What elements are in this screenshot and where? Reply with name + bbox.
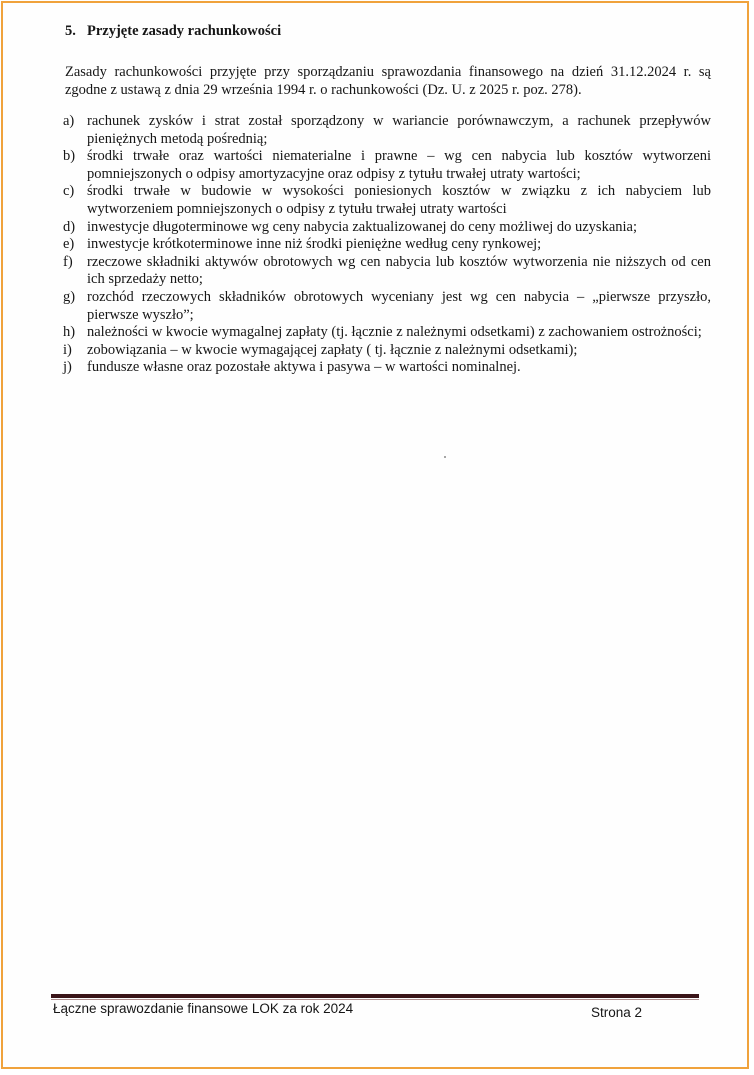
list-item [63, 113, 711, 148]
list-item-text: rachunek zysków i strat został sporządzony w wariancie porównawczym, a rachunek przepływów pieniężnych metodą pośrednią; [87, 113, 711, 147]
list-item-marker: e) [63, 236, 75, 253]
list-item-marker: i) [63, 341, 72, 358]
scan-speck [444, 456, 446, 458]
list-item [63, 359, 711, 377]
list-item-text: inwestycje krótkoterminowe inne niż środki pieniężne według ceny rynkowej; [87, 236, 542, 253]
list-item-text: fundusze własne oraz pozostałe aktywa i pasywa – w wartości nominalnej. [87, 359, 521, 376]
list-item-marker: d) [63, 218, 76, 235]
section-number: 5. [65, 23, 76, 39]
list-item-text: rzeczowe składniki aktywów obrotowych wg cen nabycia lub kosztów wytworzenia nie niższych od cen ich sprzedaży netto; [87, 253, 711, 288]
accounting-policies-list [63, 113, 711, 377]
list-item-marker: b) [63, 148, 76, 165]
list-item-marker: h) [63, 324, 76, 341]
intro-paragraph: Zasady rachunkowości przyjęte przy sporządzaniu sprawozdania finansowego na dzień 31.12.2024 r. są zgodne z ustawą z dnia 29 września 1994 r. o rachunkowości (Dz. U. z 2025 r. poz. 278). [65, 64, 711, 98]
list-item [63, 148, 711, 183]
section-title: Przyjęte zasady rachunkowości [87, 23, 282, 39]
list-item [63, 289, 711, 324]
list-item-text: inwestycje długoterminowe wg ceny nabycia zaktualizowanej do ceny możliwej do uzyskania; [87, 218, 638, 235]
footer-document-title: Łączne sprawozdanie finansowe LOK za rok 2024 [53, 1001, 354, 1016]
footer-rule-shadow [51, 999, 699, 1000]
footer-rule [51, 994, 699, 998]
list-item [63, 219, 711, 237]
list-item-text: środki trwałe w budowie w wysokości poniesionych kosztów w związku z ich nabyciem lub wytworzeniem pomniejszonych o odpisy z tytułu trwałej utraty wartości [87, 183, 711, 217]
list-item-marker: c) [63, 183, 75, 200]
list-item-text: należności w kwocie wymagalnej zapłaty (tj. łącznie z należnymi odsetkami) z zachowaniem ostrożności; [87, 324, 702, 341]
list-item [63, 236, 711, 254]
list-item-marker: g) [63, 288, 76, 305]
document-page [1, 1, 749, 1069]
list-item-marker: a) [63, 113, 75, 129]
list-item-text: zobowiązania – w kwocie wymagającej zapłaty ( tj. łącznie z należnymi odsetkami); [87, 341, 578, 358]
section-heading [65, 23, 281, 40]
list-item [63, 342, 711, 360]
list-item-text: środki trwałe oraz wartości niematerialne i prawne – wg cen nabycia lub kosztów wytworzeni pomniejszonych o odpisy amortyzacyjne oraz odpisy z tytułu trwałej utraty wartości; [87, 148, 711, 182]
list-item-marker: j) [63, 359, 72, 376]
list-item [63, 324, 711, 342]
list-item-marker: f) [63, 253, 73, 270]
footer-page-number: Strona 2 [591, 1005, 643, 1020]
list-item [63, 254, 711, 289]
list-item-text: rozchód rzeczowych składników obrotowych wyceniany jest wg cen nabycia – „pierwsze przyszło, pierwsze wyszło”; [87, 288, 711, 323]
list-item [63, 183, 711, 218]
